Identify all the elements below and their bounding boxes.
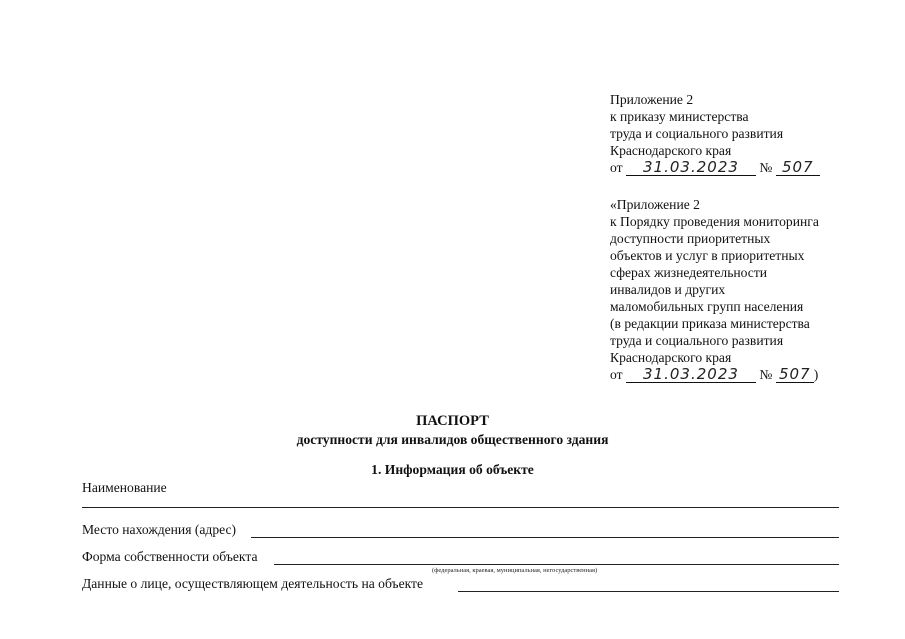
appendix-quoted-date-row: [610, 366, 819, 383]
appendix-quoted-line-5: сферах жизнедеятельности: [610, 265, 768, 280]
appendix-main-line-4: Краснодарского края: [610, 143, 732, 158]
appendix-quoted-line-1: «Приложение 2: [610, 197, 700, 212]
appendix-quoted-line-4: объектов и услуг в приоритетных: [610, 248, 805, 263]
appendix-main-date-value: 31.03.2023: [626, 160, 756, 176]
appendix-quoted-block: [610, 196, 819, 383]
appendix-quoted-number-value: 507: [776, 367, 814, 383]
appendix-quoted-line-7: маломобильных групп населения: [610, 299, 804, 314]
ownership-hint: (федеральная, краевая, муниципальная, негосударственная): [432, 567, 598, 574]
ownership-label: Форма собственности объекта: [82, 549, 258, 564]
appendix-main-line-2: к приказу министерства: [610, 109, 749, 124]
operator-fill-line[interactable]: [458, 591, 839, 592]
address-label: Место нахождения (адрес): [82, 522, 237, 537]
name-fill-line[interactable]: [82, 507, 839, 508]
operator-label: Данные о лице, осуществляющем деятельность на объекте: [82, 576, 423, 591]
appendix-main-date-prefix: от: [610, 160, 623, 175]
document-subtitle: доступности для инвалидов общественного здания: [296, 432, 609, 447]
ownership-fill-line[interactable]: [274, 564, 839, 565]
section-heading: 1. Информация об объекте: [371, 462, 534, 477]
appendix-quoted-line-9: труда и социального развития: [610, 333, 784, 348]
document-title: ПАСПОРТ: [416, 413, 489, 429]
appendix-main-line-1: Приложение 2: [610, 92, 694, 107]
appendix-quoted-line-10: Краснодарского края: [610, 350, 732, 365]
appendix-quoted-date-prefix: от: [610, 367, 623, 382]
appendix-quoted-date-value: 31.03.2023: [626, 367, 756, 383]
appendix-quoted-line-2: к Порядку проведения мониторинга: [610, 214, 819, 229]
appendix-quoted-line-3: доступности приоритетных: [610, 231, 771, 246]
appendix-main-line-3: труда и социального развития: [610, 126, 784, 141]
appendix-main-number-value: 507: [776, 160, 820, 176]
appendix-main-block: [610, 91, 820, 176]
name-label: Наименование: [82, 480, 167, 495]
appendix-quoted-line-8: (в редакции приказа министерства: [610, 316, 810, 331]
appendix-main-date-row: [610, 159, 820, 176]
address-fill-line[interactable]: [251, 537, 839, 538]
appendix-quoted-line-6: инвалидов и других: [610, 282, 726, 297]
appendix-quoted-closing: ): [813, 367, 819, 382]
appendix-quoted-number-sign: №: [759, 367, 773, 382]
appendix-main-number-sign: №: [759, 160, 773, 175]
